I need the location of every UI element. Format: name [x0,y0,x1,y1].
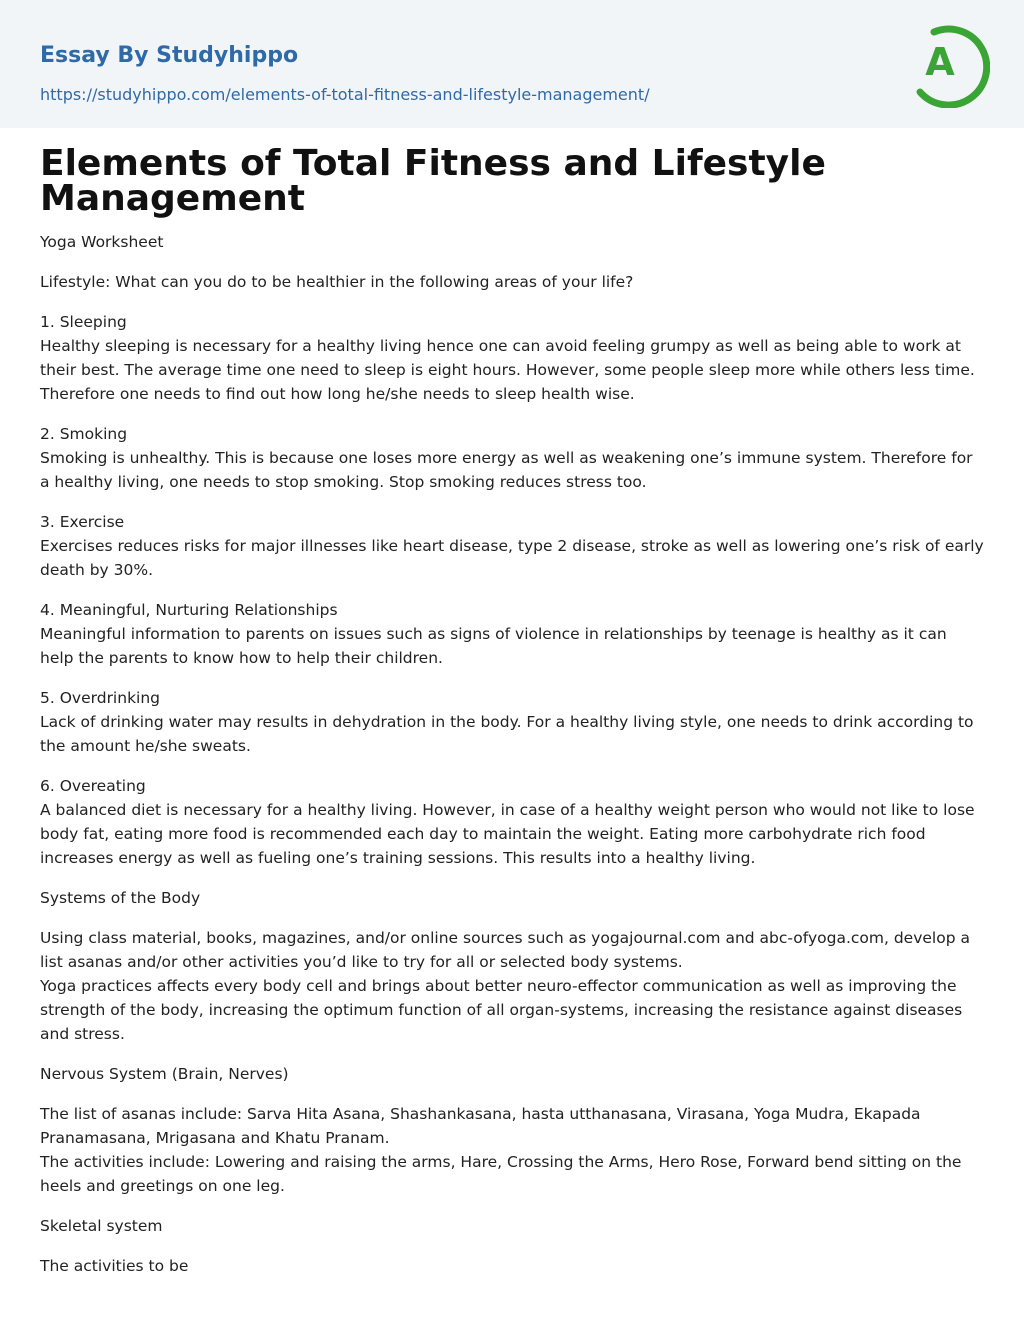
section-body: Lack of drinking water may results in dehydration in the body. For a healthy living style, one needs to drink according to the amount he/she sweats. [40,713,974,755]
paragraph-line: Yoga Worksheet [40,233,164,251]
logo-letter: A [925,40,955,84]
paragraph [40,270,984,294]
section-body: Exercises reduces risks for major illnesses like heart disease, type 2 disease, stroke as well as lowering one’s risk of early death by 30%. [40,537,984,579]
paragraph-line: Using class material, books, magazines, and/or online sources such as yogajournal.com and abc-ofyoga.com, develop a list asanas and/or other activities you’d like to try for all or selected body systems. [40,929,970,971]
paragraph [40,926,984,1046]
paragraph-line: Skeletal system [40,1217,163,1235]
paragraph-line: The activities include: Lowering and raising the arms, Hare, Crossing the Arms, Hero Rose, Forward bend sitting on the heels and greetings on one leg. [40,1153,962,1195]
section-relationships [40,598,984,670]
paragraph [40,1062,984,1086]
section-heading: 1. Sleeping [40,313,127,331]
section-heading: 4. Meaningful, Nurturing Relationships [40,601,338,619]
paragraph [40,1254,984,1278]
brand-title[interactable]: Essay By Studyhippo [40,43,299,68]
essay-url-link[interactable]: https://studyhippo.com/elements-of-total-fitness-and-lifestyle-management/ [40,85,650,104]
section-heading: 6. Overeating [40,777,146,795]
paragraph [40,1102,984,1198]
logo-icon [910,18,990,108]
paragraph-line: Yoga practices affects every body cell and brings about better neuro-effector communication as well as improving the strength of the body, increasing the optimum function of all organ-systems, increasing the resistance against diseases and stress. [40,977,963,1043]
paragraph [40,230,984,254]
section-exercise [40,510,984,582]
paragraph-line: Systems of the Body [40,889,201,907]
essay-content [0,128,1024,1278]
paragraph-line: The activities to be [40,1257,189,1275]
paragraph-line: Nervous System (Brain, Nerves) [40,1065,289,1083]
section-heading: 2. Smoking [40,425,128,443]
paragraph [40,886,984,910]
section-sleeping [40,310,984,406]
paragraph-line: The list of asanas include: Sarva Hita Asana, Shashankasana, hasta utthanasana, Virasana, Yoga Mudra, Ekapada Pranamasana, Mrigasana and Khatu Pranam. [40,1105,921,1147]
studyhippo-logo[interactable] [910,18,990,108]
section-heading: 3. Exercise [40,513,125,531]
section-overeating [40,774,984,870]
section-body: Smoking is unhealthy. This is because one loses more energy as well as weakening one’s immune system. Therefore for a healthy living, one needs to stop smoking. Stop smoking reduces stress too. [40,449,973,491]
site-header [0,0,1024,128]
section-body: Healthy sleeping is necessary for a healthy living hence one can avoid feeling grumpy as well as being able to work at their best. The average time one need to sleep is eight hours. However, some people sleep more while others less time. Therefore one needs to find out how long he/she needs to sleep health wise. [40,337,975,403]
section-overdrinking [40,686,984,758]
section-heading: 5. Overdrinking [40,689,161,707]
paragraph-line: Lifestyle: What can you do to be healthier in the following areas of your life? [40,273,634,291]
section-smoking [40,422,984,494]
section-body: A balanced diet is necessary for a healthy living. However, in case of a healthy weight person who would not like to lose body fat, eating more food is recommended each day to maintain the weight. Eating more carbohydrate rich food increases energy as well as fueling one’s training sessions. This results into a healthy living. [40,801,975,867]
paragraph [40,1214,984,1238]
page-title: Elements of Total Fitness and Lifestyle Management [40,143,826,219]
section-body: Meaningful information to parents on issues such as signs of violence in relationships by teenage is healthy as it can help the parents to know how to help their children. [40,625,947,667]
